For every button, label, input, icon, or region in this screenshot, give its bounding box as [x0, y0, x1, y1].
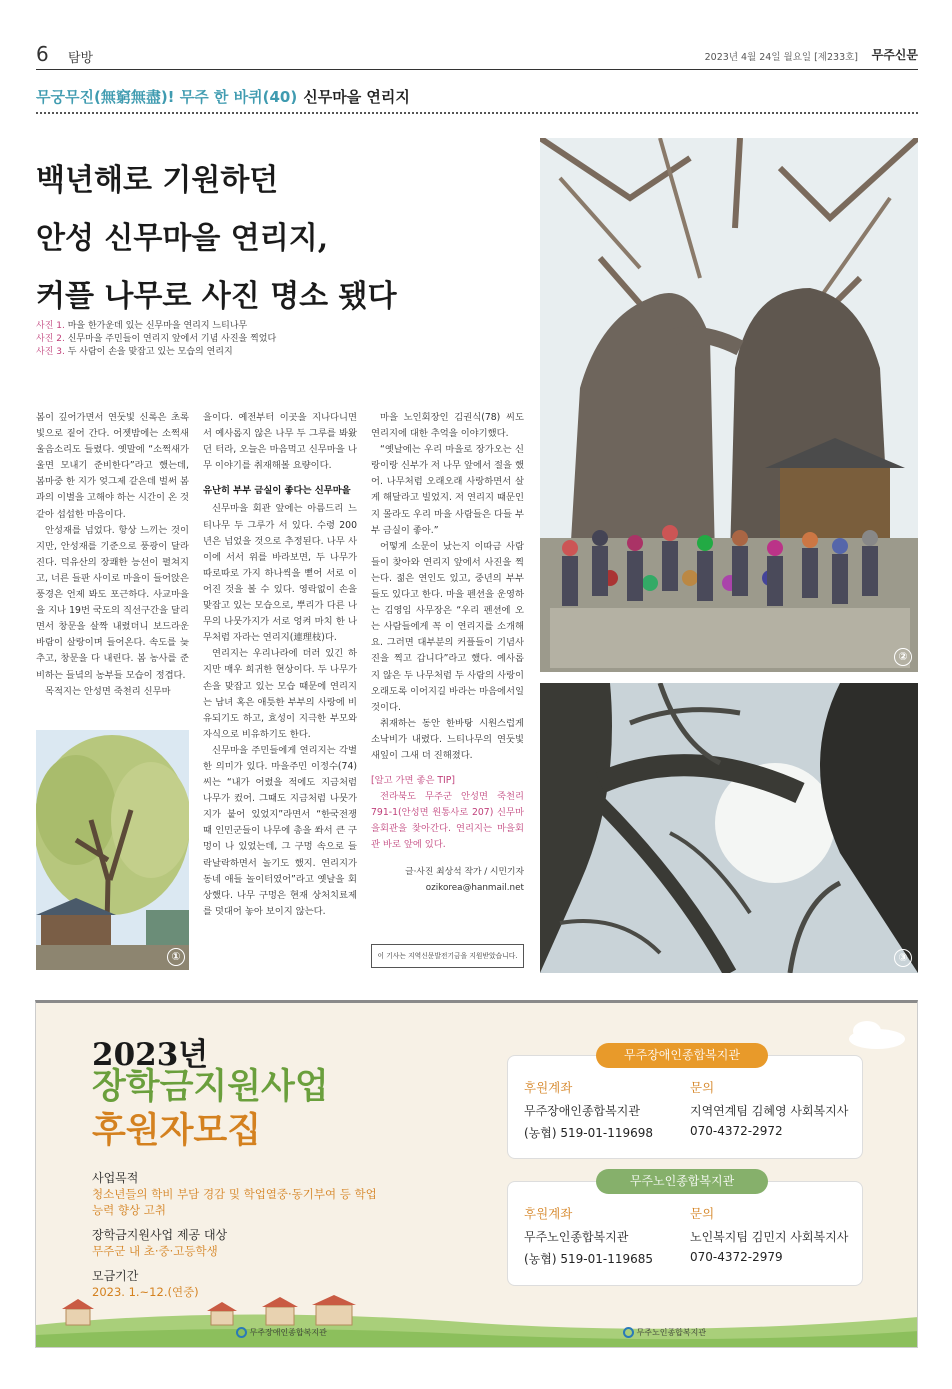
paragraph: “옛날에는 우리 마을로 장가오는 신랑이랑 신부가 저 나무 앞에서 절을 했어. 나무처럼 오래오래 사랑하면서 살게 해달라고 빌었지. 저 연리지 때문인지 몰라도 우리 마을 사람들은 다들 부부 금실이 좋아.”: [371, 444, 524, 536]
paragraph: 안성재를 넘었다. 항상 느끼는 것이지만, 안성재를 기준으로 풍광이 달라진다. 덕유산의 장쾌한 능선이 펼쳐지고, 너른 들판 사이로 마을이 들어앉은 풍경은 언제 봐도 포근하다. 사교마을을 지나 19번 국도의 직선구간을 달리면서 창문을 살짝 내렸더니 보드라운 바람이 살랑이며 들어온다. 속도를 늦추고, 창문을 다 내린다. 봄 농사를 준비하는 들녘의 농부들 모습이 정겹다.: [36, 524, 189, 681]
donation-card-senior-welfare: [507, 1174, 863, 1286]
tip-heading: [알고 가면 좋은 TIP]: [371, 775, 456, 787]
page-header: [36, 40, 918, 70]
caption-2: 사진 2. 신무마을 주민들이 연리지 앞에서 기념 사진을 찍었다: [36, 334, 277, 344]
account-number: (농협) 519-01-119685: [524, 1252, 654, 1266]
photo-captions: [36, 320, 276, 359]
contact-phone: 070-4372-2972: [690, 1124, 783, 1138]
purpose-label: 사업목적: [92, 1171, 139, 1185]
logo-senior-welfare: 무주노인종합복지관: [623, 1327, 706, 1338]
scholarship-ad: [35, 1000, 918, 1348]
photo-number-badge: ①: [167, 948, 185, 966]
ad-title-line-1: 장학금지원사업: [92, 1066, 329, 1107]
article-column-1: [36, 410, 189, 700]
page-number: 6: [36, 42, 49, 66]
target-text: 무주군 내 초·중·고등학생: [92, 1244, 218, 1258]
contact-label: 문의: [690, 1080, 715, 1095]
purpose-text-2: 능력 향상 고취: [92, 1203, 166, 1217]
account-name: 무주노인종합복지관: [524, 1230, 629, 1244]
paragraph: 어떻게 소문이 났는지 이따금 사람들이 찾아와 연리지 앞에서 사진을 찍는다. 젊은 연인도 있고, 중년의 부부들도 있다고 한다. 마을 펜션을 운영하는 김영임 사무장은 “우리 펜션에 오는 사람들에게 꼭 이 연리지를 소개해요. 그러면 대부분의 커플들이 기념사진을 찍고 갑니다”라고 했다. 예사롭지 않은 두 나무처럼 두 사람의 사랑이 오래도록 이어지길 바라는 마음에서일 것이다.: [371, 540, 524, 713]
org-pill: 무주노인종합복지관: [596, 1169, 768, 1194]
ad-title-line-2: 후원자모집: [92, 1110, 262, 1151]
tip-text: 전라북도 무주군 안성면 죽천리 791-1(안성면 원통사로 207) 신무마을회관을 찾아간다. 연리지는 마을회관 바로 앞에 있다.: [371, 791, 524, 851]
paragraph: 신무마을 회관 앞에는 아름드리 느티나무 두 그루가 서 있다. 수령 200년은 넘었을 것으로 추정된다. 나무 사이에 서서 위를 바라보면, 두 나무가 따로따로 가지 하나씩을 뻗어 서로 이어진 것을 볼 수 있다. 영락없이 손을 맞잡고 있는 모습으로, 뿌리가 다른 나무의 나뭇가지가 서로 엉켜 마치 한 나무처럼 자라는 연리지(連理枝)다.: [203, 503, 357, 644]
paragraph: 취재하는 동안 한바탕 시원스럽게 소낙비가 내렸다. 느티나무의 연둣빛 새잎이 그새 더 진해졌다.: [371, 717, 524, 761]
caption-1: 사진 1. 마을 한가운데 있는 신무마을 연리지 느티나무: [36, 321, 248, 331]
cloud-decoration: [837, 1011, 907, 1051]
headline-line-2: 안성 신무마을 연리지,: [36, 221, 329, 256]
article-column-3: [371, 410, 524, 896]
org-pill: 무주장애인종합복지관: [596, 1043, 768, 1068]
headline-line-3: 커플 나무로 사진 명소 됐다: [36, 279, 397, 314]
account-label: 후원계좌: [524, 1080, 573, 1095]
photo-number-badge: ③: [894, 949, 912, 967]
ad-details: [92, 1161, 377, 1300]
contact-label: 문의: [690, 1206, 715, 1221]
contact-phone: 070-4372-2979: [690, 1250, 783, 1264]
account-name: 무주장애인종합복지관: [524, 1104, 640, 1118]
contact-name: 노인복지팀 김민지 사회복지사: [690, 1230, 849, 1244]
paragraph: 을이다. 예전부터 이곳을 지나다니면서 예사롭지 않은 나무 두 그루를 봐왔던 터라, 오늘은 마음먹고 신무마을 나무 이야기를 취재해볼 요량이다.: [203, 412, 357, 472]
caption-3: 사진 3. 두 사람이 손을 맞잡고 있는 모습의 연리지: [36, 347, 233, 357]
series-title: [36, 86, 918, 114]
series-prefix: 무궁무진(無窮無盡)! 무주 한 바퀴(40): [36, 88, 298, 106]
article-subhead: 유난히 부부 금실이 좋다는 신무마을: [203, 485, 351, 497]
paragraph: 마을 노인회장인 김권식(78) 씨도 연리지에 대한 추억을 이야기했다.: [371, 412, 524, 440]
article-column-2: [203, 410, 357, 920]
paragraph: 신무마을 주민들에게 연리지는 각별한 의미가 있다. 마을주민 이정수(74) 씨는 “내가 어렸을 적에도 지금처럼 나무가 컸어. 그때도 지금처럼 나뭇가지가 붙어 있었지”라면서 “한국전쟁 때 인민군들이 나무에 총을 쏴서 큰 구멍이 나 있었는데, 그 구멍 속으로 들락날락하면서 놀기도 했지. 연리지가 동네 애들 놀이터였어”라고 옛날을 회상했다. 나무 구멍은 현재 상처치료제를 덧대어 놓아 보이지 않는다.: [203, 744, 357, 917]
purpose-text-1: 청소년들의 학비 부담 경감 및 학업열중·동기부여 등 학업: [92, 1187, 377, 1201]
newspaper-name: 무주신문: [871, 48, 918, 62]
contact-name: 지역연계팀 김혜영 사회복지사: [690, 1104, 849, 1118]
account-number: (농협) 519-01-119698: [524, 1126, 654, 1140]
donation-card-disabled-welfare: [507, 1048, 863, 1159]
period-label: 모금기간: [92, 1269, 139, 1283]
paragraph: 연리지는 우리나라에 더러 있긴 하지만 매우 희귀한 현상이다. 두 나무가 손을 맞잡고 있는 모습 때문에 연리지는 남녀 혹은 애틋한 부부의 사랑에 비유되기도 하고, 효성이 지극한 부모와 자식으로 비유하기도 한다.: [203, 648, 357, 740]
welfare-logo-icon: [623, 1327, 634, 1338]
village-illustration: [36, 1295, 918, 1347]
issue-date: 2023년 4월 24일 월요일 [제233호]: [704, 52, 858, 63]
welfare-logo-icon: [236, 1327, 247, 1338]
target-label: 장학금지원사업 제공 대상: [92, 1228, 228, 1242]
paragraph: 목적지는 안성면 죽천리 신무마: [45, 685, 171, 697]
article-headline: [36, 152, 516, 326]
account-label: 후원계좌: [524, 1206, 573, 1221]
headline-line-1: 백년해로 기원하던: [36, 163, 279, 198]
funding-note: 이 기사는 지역신문발전기금을 지원받았습니다.: [371, 944, 524, 968]
ad-title: [92, 1065, 329, 1153]
paragraph: 봄이 깊어가면서 연둣빛 신록은 초록빛으로 짙어 간다. 어젯밤에는 소쩍새 울음소리도 들렸다. 옛말에 “소쩍새가 울면 모내기 준비한다”라고 했는데, 봄마중 한 지가 엊그제 같은데 벌써 봄과의 이별을 고해야 하는 시간이 온 것 같아 섭섭한 마음이다.: [36, 412, 189, 520]
photo-3-branches: [540, 683, 918, 973]
logo-disabled-welfare: 무주장애인종합복지관: [236, 1327, 327, 1338]
photo-number-badge: ②: [894, 648, 912, 666]
series-topic: 신무마을 연리지: [303, 88, 410, 106]
ad-year: 2023년: [92, 1037, 209, 1073]
byline: 글·사진 최상석 작가 / 시민기자: [405, 866, 524, 877]
photo-1-tree: [36, 730, 189, 970]
section-name: 탐방: [68, 51, 94, 66]
byline-email: ozikorea@hanmail.net: [425, 882, 524, 893]
photo-2-villagers: [540, 138, 918, 672]
period-text: 2023. 1.~12.(연중): [92, 1285, 199, 1299]
